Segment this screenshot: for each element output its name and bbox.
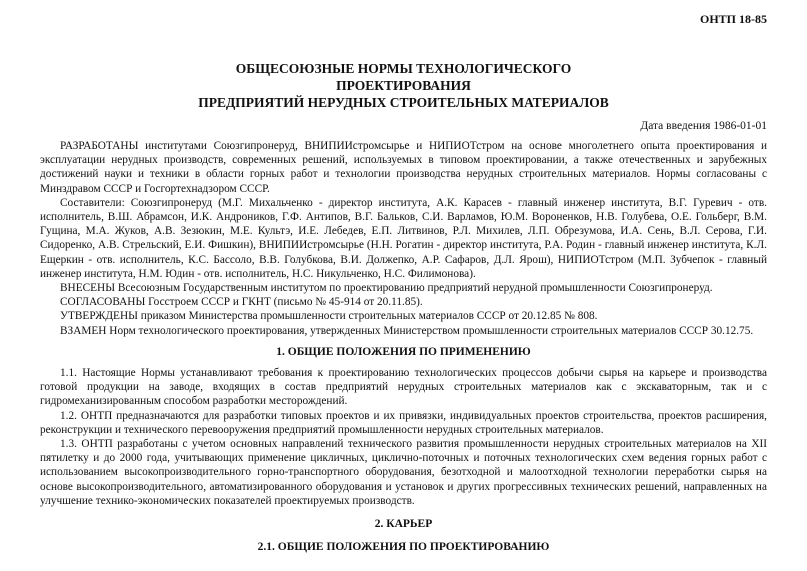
paragraph-1-2: 1.2. ОНТП предназначаются для разработки типовых проектов и их привязки, индивидуальных проектов строительства, проектов расширения, реконструкции и технического перевооружения предприятий промышленности нерудных строительных материалов.: [40, 409, 767, 436]
section-1-heading: 1. ОБЩИЕ ПОЛОЖЕНИЯ ПО ПРИМЕНЕНИЮ: [276, 345, 531, 358]
preface-replaces: ВЗАМЕН Норм технологического проектирования, утвержденных Министерством промышленности строительных материалов СССР 30.12.75.: [60, 324, 754, 337]
introduction-date: Дата введения 1986-01-01: [640, 120, 767, 132]
preface-developed: РАЗРАБОТАНЫ институтами Союзгипронеруд, ВНИПИИстромсырье и НИПИОТстром на основе многолетнего опыта проектирования и эксплуатации нерудных производств, современных решений, используемых в типовом проектировании, а также отечественных и зарубежных достижений науки и техники в области горных работ и технологии производства нерудных строительных материалов. Нормы согласованы с Минздравом СССР и Госгортехнадзором СССР.: [40, 140, 767, 195]
paragraph-1-1: 1.1. Настоящие Нормы устанавливают требования к проектированию технологических процессов добычи сырья на карьере и производства готовой продукции на заводе, входящих в состав предприятий нерудных строительных материалов как с экскаваторным, так и с гидромеханизированным способом разработки месторождений.: [40, 367, 767, 408]
title-line-1: ОБЩЕСОЮЗНЫЕ НОРМЫ ТЕХНОЛОГИЧЕСКОГО: [235, 61, 572, 76]
section-2-heading: 2. КАРЬЕР: [374, 518, 433, 531]
section-2-1-heading: 2.1. ОБЩИЕ ПОЛОЖЕНИЯ ПО ПРОЕКТИРОВАНИЮ: [257, 541, 550, 554]
paragraph-1-3: 1.3. ОНТП разработаны с учетом основных направлений технического развития промышленности нерудных строительных материалов на XII пятилетку и до 2000 года, учитывающих применение цикличных, циклично-поточных и поточных технологических схем ведения горных работ с использованием высокопроизводительного горно-транспортного оборудования, безотходной и малоотходной технологии переработки сырья на основе высокопроизводительного, автоматизированного оборудования и установок и других прогрессивных технических решений, направленных на улучшение технико-экономических показателей проектируемых производств.: [40, 438, 767, 507]
document-title: [0, 60, 807, 111]
preface-approved: УТВЕРЖДЕНЫ приказом Министерства промышленности строительных материалов СССР от 20.12.85 № 808.: [60, 310, 598, 323]
title-line-3: ПРЕДПРИЯТИЙ НЕРУДНЫХ СТРОИТЕЛЬНЫХ МАТЕРИАЛОВ: [198, 95, 609, 110]
document-code: ОНТП 18-85: [699, 12, 767, 26]
preface-introduced: ВНЕСЕНЫ Всесоюзным Государственным институтом по проектированию предприятий нерудной промышленности Союзгипронеруд.: [60, 282, 713, 295]
preface-authors: Составители: Союзгипронеруд (М.Г. Михальченко - директор института, А.К. Карасев - главный инженер института, В.Г. Гуревич - отв. исполнитель, В.Ш. Абрамсон, И.К. Андроников, Г.Ф. Антипов, В.Г. Бальков, С.И. Варламов, Ю.М. Вороненков, Н.В. Голубева, О.Е. Гольберг, В.М. Гущина, М.А. Жуков, А.В. Зезюкин, М.Е. Культэ, И.Е. Лебедев, Е.П. Литвинов, Р.Л. Михилев, Л.П. Обрезумова, И.А. Сень, В.Л. Серова, Г.И. Сидоренко, А.В. Стрельский, Е.И. Фишкин), ВНИПИИстромсырье (Н.Н. Рогатин - директор института, Р.А. Родин - главный инженер института, К.Л. Ещеркин - отв. исполнитель, К.С. Бассоло, В.В. Голубкова, В.И. Должепко, А.Р. Сафаров, Д.Л. Ярош), НИПИОТстром (М.П. Зубчепок - главный инженер института, Н.М. Юдин - отв. исполнитель, Н.С. Никульченко, Н.С. Филимонова).: [40, 196, 767, 280]
document-body: [40, 139, 767, 557]
title-line-2: ПРОЕКТИРОВАНИЯ: [336, 78, 471, 93]
preface-agreed: СОГЛАСОВАНЫ Госстроем СССР и ГКНТ (письмо № 45-914 от 20.11.85).: [60, 296, 423, 309]
